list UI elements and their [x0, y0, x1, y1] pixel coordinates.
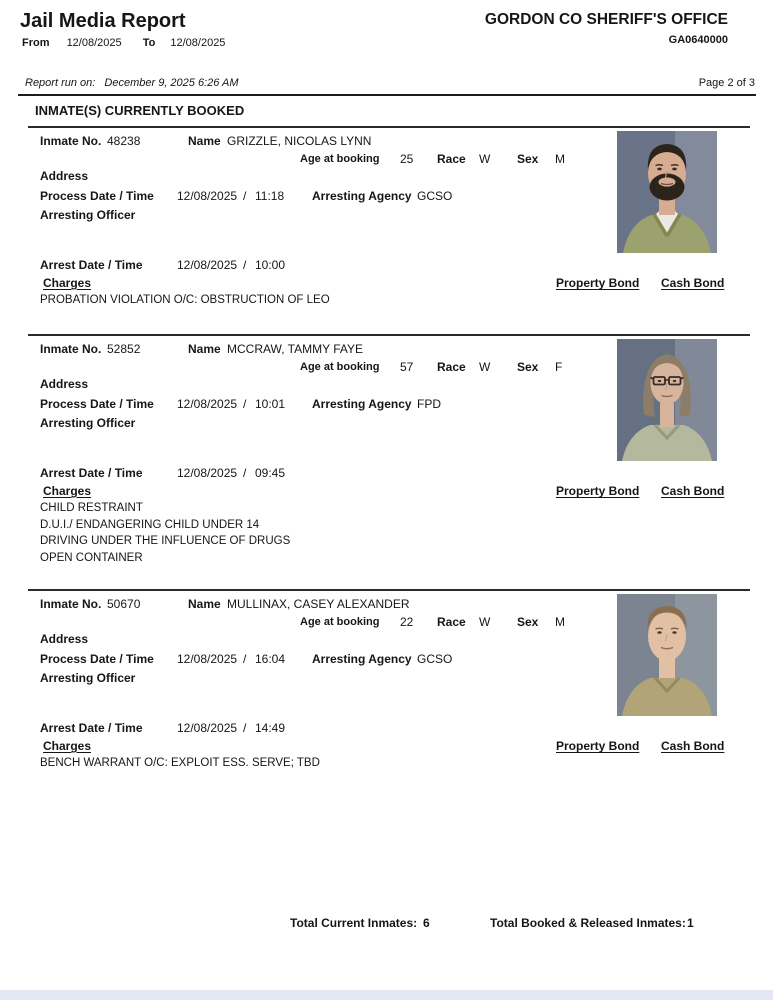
- charges-list: [40, 755, 320, 772]
- mugshot-photo-mullinax: [617, 594, 717, 716]
- to-label: To: [142, 37, 156, 49]
- mugshot-photo-grizzle: [617, 131, 717, 253]
- process-date: 12/08/2025: [177, 652, 238, 666]
- process-slash: /: [243, 397, 247, 411]
- header-divider: [18, 94, 756, 96]
- process-label: Process Date / Time: [40, 189, 154, 203]
- inmate-no-label: Inmate No.: [40, 597, 102, 611]
- charges-header: Charges: [43, 484, 92, 498]
- charge-line: BENCH WARRANT O/C: EXPLOIT ESS. SERVE; TBD: [40, 757, 320, 769]
- race-value: W: [479, 152, 491, 166]
- arrest-slash: /: [243, 721, 247, 735]
- inmate-no-value: 48238: [107, 134, 141, 148]
- agency-label: Arresting Agency: [312, 652, 412, 666]
- sex-value: M: [555, 152, 565, 166]
- inmate-no-label: Inmate No.: [40, 134, 102, 148]
- arrest-label: Arrest Date / Time: [40, 258, 143, 272]
- from-label: From: [22, 37, 50, 49]
- process-label: Process Date / Time: [40, 652, 154, 666]
- name-label: Name: [188, 597, 221, 611]
- age-label: Age at booking: [300, 153, 380, 165]
- total-booked-value: 1: [687, 916, 694, 930]
- name-label: Name: [188, 134, 221, 148]
- arrest-label: Arrest Date / Time: [40, 721, 143, 735]
- arrest-time: 14:49: [255, 721, 286, 735]
- cash-bond-header: Cash Bond: [661, 484, 725, 498]
- sex-label: Sex: [517, 360, 539, 374]
- run-on-value: December 9, 2025 6:26 AM: [104, 77, 239, 89]
- mugshot-photo-mccraw: [617, 339, 717, 461]
- from-date: 12/08/2025: [66, 37, 122, 49]
- address-label: Address: [40, 632, 89, 646]
- officer-label: Arresting Officer: [40, 671, 136, 685]
- address-label: Address: [40, 377, 89, 391]
- charges-list: [40, 292, 330, 309]
- inmate-record-3: [0, 590, 773, 797]
- arrest-slash: /: [243, 258, 247, 272]
- agency-value: GCSO: [417, 189, 453, 203]
- section-title: INMATE(S) CURRENTLY BOOKED: [35, 103, 245, 118]
- process-label: Process Date / Time: [40, 397, 154, 411]
- charge-line: D.U.I./ ENDANGERING CHILD UNDER 14: [40, 518, 260, 531]
- arrest-time: 10:00: [255, 258, 286, 272]
- race-value: W: [479, 360, 491, 374]
- date-range: [22, 37, 225, 49]
- race-value: W: [479, 615, 491, 629]
- inmate-no-value: 52852: [107, 342, 141, 356]
- agency-label: Arresting Agency: [312, 189, 412, 203]
- cash-bond-header: Cash Bond: [661, 276, 725, 290]
- to-date: 12/08/2025: [170, 37, 226, 49]
- inmate-record-1: [0, 127, 773, 334]
- name-value: MCCRAW, TAMMY FAYE: [227, 342, 364, 356]
- bottom-strip: [0, 990, 773, 1000]
- age-label: Age at booking: [300, 616, 380, 628]
- sex-label: Sex: [517, 152, 539, 166]
- process-slash: /: [243, 189, 247, 203]
- cash-bond-header: Cash Bond: [661, 739, 725, 753]
- arrest-slash: /: [243, 466, 247, 480]
- age-label: Age at booking: [300, 361, 380, 373]
- arrest-date: 12/08/2025: [177, 721, 238, 735]
- run-on-label: Report run on:: [25, 77, 96, 89]
- report-run-on: [25, 77, 239, 89]
- total-booked-label: Total Booked & Released Inmates:: [490, 916, 686, 930]
- inmate-no-label: Inmate No.: [40, 342, 102, 356]
- process-time: 16:04: [255, 652, 286, 666]
- arrest-date: 12/08/2025: [177, 258, 238, 272]
- officer-label: Arresting Officer: [40, 416, 136, 430]
- property-bond-header: Property Bond: [556, 739, 640, 753]
- age-value: 22: [400, 615, 414, 629]
- inmate-record-2: [0, 335, 773, 564]
- total-current-value: 6: [423, 916, 430, 930]
- arrest-time: 09:45: [255, 466, 286, 480]
- office-code: GA0640000: [668, 34, 728, 46]
- name-label: Name: [188, 342, 221, 356]
- address-label: Address: [40, 169, 89, 183]
- age-value: 25: [400, 152, 414, 166]
- total-current-label: Total Current Inmates:: [290, 916, 418, 930]
- report-title: Jail Media Report: [20, 10, 186, 32]
- agency-value: FPD: [417, 397, 441, 411]
- charge-line: DRIVING UNDER THE INFLUENCE OF DRUGS: [40, 535, 291, 547]
- property-bond-header: Property Bond: [556, 276, 640, 290]
- age-value: 57: [400, 360, 414, 374]
- sex-label: Sex: [517, 615, 539, 629]
- process-time: 11:18: [255, 189, 285, 203]
- arrest-label: Arrest Date / Time: [40, 466, 143, 480]
- name-value: MULLINAX, CASEY ALEXANDER: [227, 597, 410, 611]
- process-date: 12/08/2025: [177, 397, 238, 411]
- arrest-date: 12/08/2025: [177, 466, 238, 480]
- property-bond-header: Property Bond: [556, 484, 640, 498]
- charge-line: OPEN CONTAINER: [40, 551, 143, 564]
- race-label: Race: [437, 615, 466, 629]
- process-date: 12/08/2025: [177, 189, 238, 203]
- charges-header: Charges: [43, 739, 92, 753]
- agency-value: GCSO: [417, 652, 453, 666]
- process-time: 10:01: [255, 397, 286, 411]
- sex-value: F: [555, 360, 563, 374]
- charges-header: Charges: [43, 276, 92, 290]
- office-name: GORDON CO SHERIFF'S OFFICE: [484, 11, 728, 28]
- agency-label: Arresting Agency: [312, 397, 412, 411]
- race-label: Race: [437, 152, 466, 166]
- race-label: Race: [437, 360, 466, 374]
- charge-line: PROBATION VIOLATION O/C: OBSTRUCTION OF LEO: [40, 294, 330, 306]
- officer-label: Arresting Officer: [40, 208, 136, 222]
- process-slash: /: [243, 652, 247, 666]
- charge-line: CHILD RESTRAINT: [40, 502, 143, 514]
- sex-value: M: [555, 615, 565, 629]
- inmate-no-value: 50670: [107, 597, 141, 611]
- charges-list: [40, 500, 290, 566]
- page-indicator: Page 2 of 3: [698, 77, 755, 89]
- name-value: GRIZZLE, NICOLAS LYNN: [227, 134, 372, 148]
